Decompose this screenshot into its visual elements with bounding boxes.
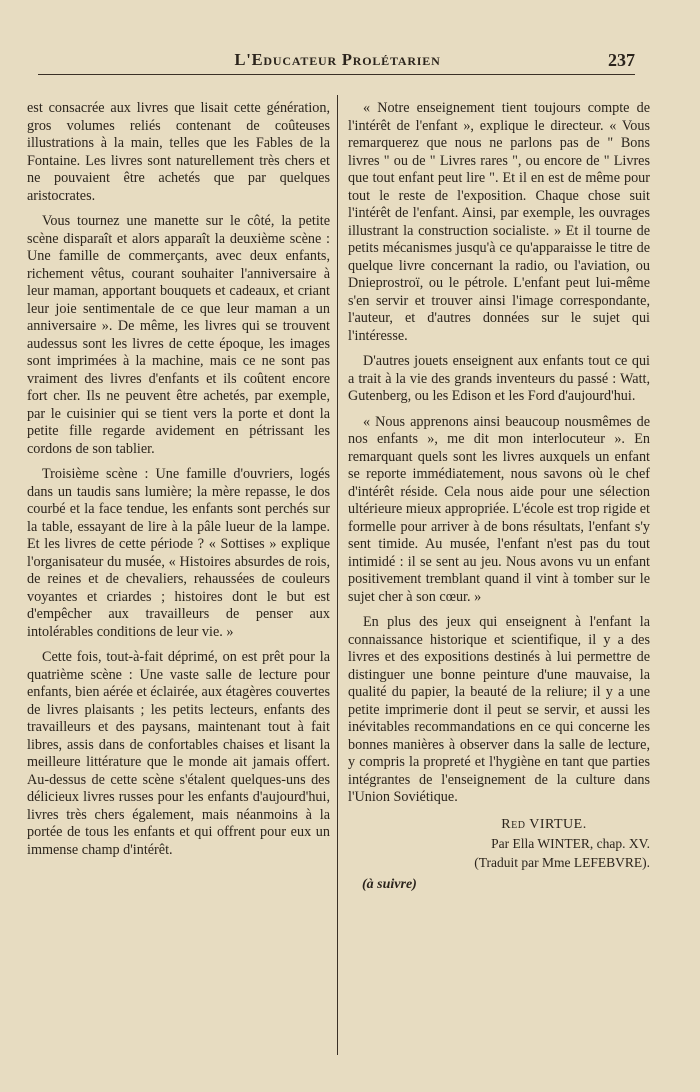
paragraph: « Nous apprenons ainsi beaucoup nousmêmes de nos enfants », me dit mon interlocuteur ». En remarquant quels sont les livres auxquels un enfant se reporte immédiatement, nous savons où le chef d'intérêt réside. Cela nous aide pour une sélection ultérieure mieux appropriée. L'école est trop rigide et formelle pour arriver à de bons résultats, l'enfant s'y sent timide. Au musée, l'enfant n'est pas du tout intimidé : il se sent au jeu. Nous avons vu un enfant positivement tremblant quand il vint à tomber sur le sujet cher à son cœur. » [348, 413, 650, 605]
author: Red VIRTUE. [501, 816, 587, 832]
source-credit: Par Ella WINTER, chap. XV. [491, 835, 650, 851]
page-number: 237 [608, 50, 635, 70]
paragraph: En plus des jeux qui enseignent à l'enfant la connaissance historique et scientifique, il y a des livres et des expositions destinés à lui permettre de distinguer une bonne peinture d'une mauvaise, la qualité du papier, la beauté de la reliure; il y a une petite imprimerie dont il peut se servir, et aussi les inévitables recommandations en ce qui concerne les bonnes manières à observer dans la salle de lecture, y compris la propreté et l'hygiène en tant que parties intégrantes de l'enseignement de la culture dans l'Union Soviétique. [348, 614, 650, 805]
right-column [348, 100, 650, 893]
paragraph: « Notre enseignement tient toujours compte de l'intérêt de l'enfant », explique le directeur. « Vous remarquerez que nous ne parlons pas de " Bons livres " ou de " Livres rares ", ou encore de " Livres que tout enfant peut lire ". Et il en est de même pour tout le reste de l'exposition. Chaque chose suit l'intérêt de l'enfant. Ainsi, par exemple, les ouvrages illustrant la construction socialiste. » Et il tourne de petits mécanismes jusqu'à ce qu'apparaisse le titre de quelque livre concernant la radio, ou l'aviation, ou Dnieprostroï, ou le pétrole. L'enfant peut lui-même s'en servir et trouver ainsi l'image correspondante, l'auteur, et d'autres données sur le sujet qui l'intéresse. [348, 100, 650, 344]
paragraph: Vous tournez une manette sur le côté, la petite scène disparaît et alors apparaît la deuxième scène : Une famille de commerçants, avec deux enfants, richement vêtus, courant souhaiter l'anniversaire à leur maman, apportant bouquets et cadeaux, et criant leur joie sentimentale de ce que leur maman a un anniversaire ». De même, les livres qui se trouvent audessus sont les livres de cette époque, les images sont imprimées à la machine, mais ce ne sont pas vraiment des livres d'enfants et ils coûtent encore fort cher. Ils ne peuvent être achetés, par exemple, par le cuisinier qui se tient vers la porte et dont la petite fille regarde avidement en pétrissant les cordons de son tablier. [27, 213, 330, 457]
paragraph: est consacrée aux livres que lisait cette génération, gros volumes reliés contenant de coûteuses illustrations à la main, telles que les Fables de la Fontaine. Les livres sont naturellement très chers et ne pouvaient être achetés que par quelques aristocrates. [27, 100, 330, 204]
paragraph: Cette fois, tout-à-fait déprimé, on est prêt pour la quatrième scène : Une vaste salle de lecture pour enfants, bien aérée et éclairée, aux étagères couvertes de livres plaisants ; les petits lecteurs, enfants des travailleurs et des paysans, maintenant tout à fait libres, assis dans de confortables chaises et lisant la meilleure littérature que le monde ait jamais offert. Au-dessus de cette scène s'étalent quelques-uns des délicieux livres russes pour les enfants d'aujourd'hui, livres très chers également, mais néanmoins à la portée de tous les enfants et qui offrent pour eux un immense champ d'intérêt. [27, 649, 330, 858]
page-header [38, 50, 637, 74]
paragraph: Troisième scène : Une famille d'ouvriers, logés dans un taudis sans lumière; la mère repasse, le dos courbé et la face tendue, les enfants sont perchés sur la table, essayant de lire à la pâle lueur de la lampe. Et les livres de cette période ? « Sottises » explique l'organisateur du musée, « Histoires absurdes de rois, de reines et de chevaliers, rehaussées de couleurs voyantes et criardes ; histoires dont le but est d'empêcher aux travailleurs de penser aux intolérables conditions de leur vie. » [27, 466, 330, 640]
column-rule [337, 95, 338, 1055]
translation-credit: (Traduit par Mme LEFEBVRE). [474, 854, 650, 870]
header-rule [38, 74, 635, 75]
continued-note: (à suivre) [362, 876, 417, 892]
left-column [27, 100, 330, 867]
paragraph: D'autres jouets enseignent aux enfants tout ce qui a trait à la vie des grands inventeurs du passé : Watt, Gutenberg, ou les Edison et les Ford d'aujourd'hui. [348, 353, 650, 404]
signature-block [348, 815, 650, 872]
running-title: L'Educateur Prolétarien [234, 50, 441, 69]
